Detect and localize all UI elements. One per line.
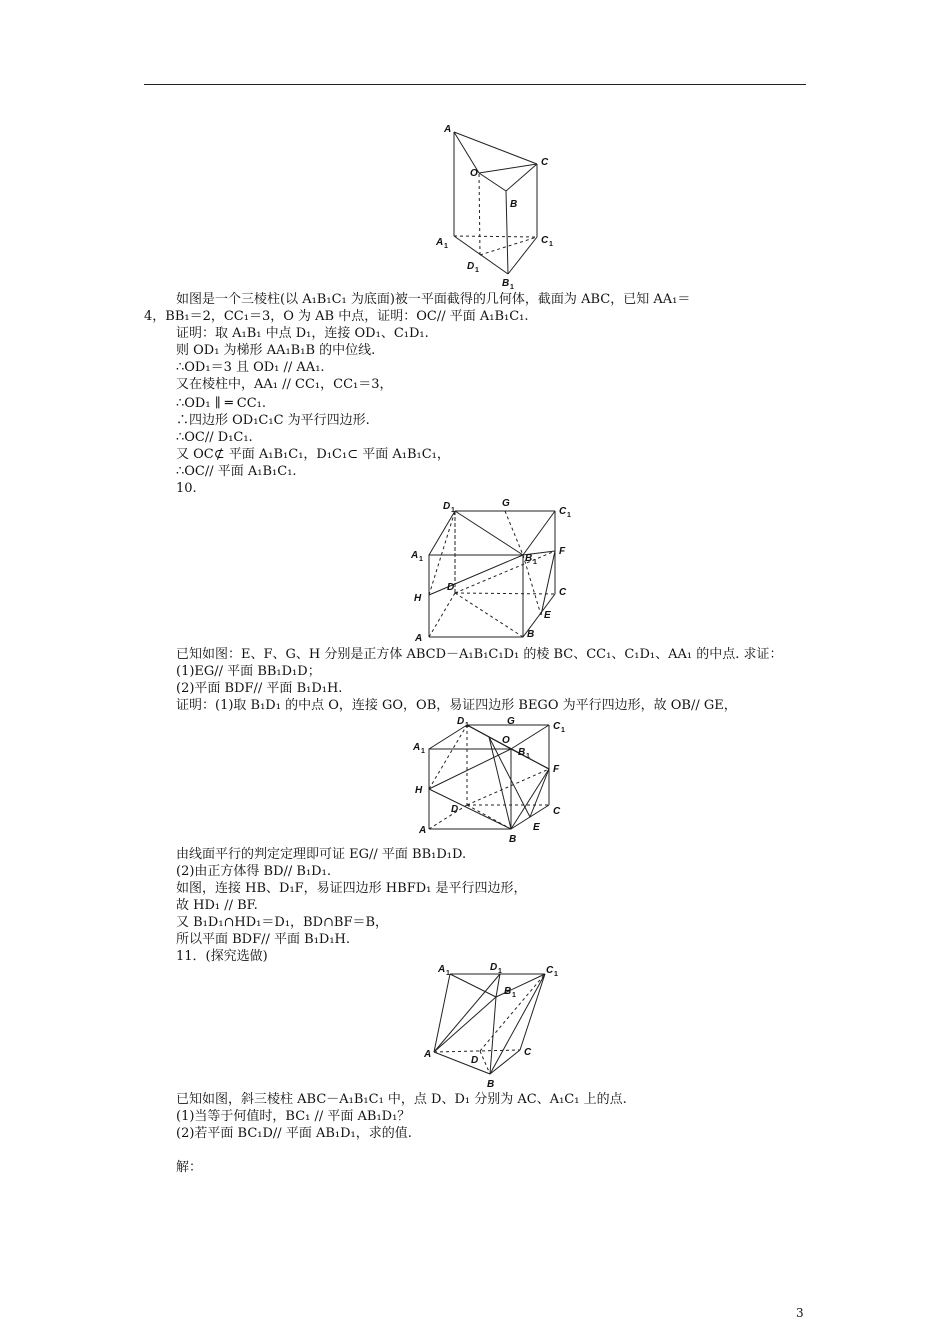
page-number: 3 xyxy=(796,1306,804,1320)
fig9-label-C: C xyxy=(541,157,549,168)
text-line: 10. xyxy=(176,481,197,496)
fig10a-label-H: H xyxy=(414,593,422,604)
fig11-label-C1-sub: 1 xyxy=(554,971,558,978)
fig10b-label-C1-sub: 1 xyxy=(561,727,565,734)
fig9-label-O: O xyxy=(470,168,478,179)
fig10a-label-C1: C xyxy=(559,506,567,517)
fig9-label-C1-sub: 1 xyxy=(549,241,553,248)
fig9-label-A: A xyxy=(444,124,452,135)
fig10b-label-A1: A xyxy=(413,742,421,753)
fig11-label-D: D xyxy=(471,1055,479,1066)
text-line: 则 OD₁ 为梯形 AA₁B₁B 的中位线. xyxy=(176,343,376,358)
fig10a-label-B: B xyxy=(527,629,535,640)
text-line: (2)平面 BDF// 平面 B₁D₁H. xyxy=(176,681,343,696)
fig10a-label-E: E xyxy=(544,610,551,621)
header-rule xyxy=(144,84,806,85)
fig10a-label-A1-sub: 1 xyxy=(419,556,423,563)
text-line: 已知如图：E、F、G、H 分别是正方体 ABCD－A₁B₁C₁D₁ 的棱 BC、CC₁、C₁D₁、AA₁ 的中点. 求证： xyxy=(176,647,783,662)
fig10b-label-A1-sub: 1 xyxy=(421,748,425,755)
fig9-label-D1: D xyxy=(467,261,475,272)
text-line: 如图是一个三棱柱(以 A₁B₁C₁ 为底面)被一平面截得的几何体，截面为 ABC，已知 AA₁＝ xyxy=(176,292,691,307)
fig10b-label-H: H xyxy=(415,785,423,796)
fig10b-label-C1: C xyxy=(553,721,561,732)
fig11-label-B1: B xyxy=(504,986,512,997)
fig9-label-A1-sub: 1 xyxy=(444,243,448,250)
fig10a-label-A1: A xyxy=(411,550,419,561)
fig10b-label-D1-sub: 1 xyxy=(465,722,469,729)
text-line: ∴OC// D₁C₁. xyxy=(176,430,253,445)
fig10a-label-D1: D xyxy=(443,501,451,512)
text-line: ∴OC// 平面 A₁B₁C₁. xyxy=(176,464,297,479)
text-line: 如图，连接 HB、D₁F，易证四边形 HBFD₁ 是平行四边形， xyxy=(176,881,527,896)
fig9-label-D1-sub: 1 xyxy=(475,267,479,274)
text-line: 证明：(1)取 B₁D₁ 的中点 O，连接 GO，OB，易证四边形 BEGO 为平行四边形，故 OB// GE， xyxy=(176,698,737,713)
figure-cube-1 xyxy=(405,494,585,644)
text-line: 所以平面 BDF// 平面 B₁D₁H. xyxy=(176,932,351,947)
figure-truncated-prism xyxy=(430,118,560,290)
text-line: (1)EG// 平面 BB₁D₁D； xyxy=(176,664,321,679)
fig11-label-A1-sub: 1 xyxy=(446,970,450,977)
fig10b-label-E: E xyxy=(533,822,540,833)
fig10b-label-B1: B xyxy=(518,747,526,758)
text-line: 证明：取 A₁B₁ 中点 D₁，连接 OD₁、C₁D₁. xyxy=(176,326,429,341)
fig10b-label-B1-sub: 1 xyxy=(526,753,530,760)
figure-oblique-prism xyxy=(420,960,570,1090)
fig10b-label-G: G xyxy=(507,716,515,727)
fig11-label-C: C xyxy=(524,1047,532,1058)
fig10a-label-A: A xyxy=(415,633,423,644)
fig9-label-C1: C xyxy=(541,235,549,246)
fig10b-label-D: D xyxy=(451,804,459,815)
fig11-label-A: A xyxy=(424,1049,432,1060)
fig11-label-A1: A xyxy=(438,964,446,975)
text-line: ∴OD₁ ∥ ═ CC₁. xyxy=(176,396,267,411)
fig9-label-B1: B xyxy=(502,278,510,289)
fig9-label-A1: A xyxy=(436,237,444,248)
fig11-label-D1: D xyxy=(490,962,498,973)
fig10b-label-F: F xyxy=(553,764,560,775)
fig11-label-B1-sub: 1 xyxy=(512,992,516,999)
fig10a-label-B1: B xyxy=(525,553,533,564)
text-line: 已知如图，斜三棱柱 ABC－A₁B₁C₁ 中，点 D、D₁ 分别为 AC、A₁C₁ 上的点. xyxy=(176,1092,627,1107)
fig11-label-D1-sub: 1 xyxy=(498,968,502,975)
fig9-label-B: B xyxy=(510,199,518,210)
fig10b-label-B: B xyxy=(509,834,517,845)
text-line: 故 HD₁ // BF. xyxy=(176,898,258,913)
fig10a-label-C1-sub: 1 xyxy=(567,512,571,519)
text-line: (2)由正方体得 BD// B₁D₁. xyxy=(176,864,331,879)
figure-cube-2 xyxy=(405,713,585,845)
fig10a-label-B1-sub: 1 xyxy=(533,559,537,566)
fig10b-label-C: C xyxy=(553,806,561,817)
text-line: 4，BB₁＝2，CC₁＝3，O 为 AB 中点，证明：OC// 平面 A₁B₁C₁. xyxy=(144,309,529,324)
fig10b-label-D1: D xyxy=(457,716,465,727)
fig10a-label-C: C xyxy=(559,587,567,598)
fig11-label-B: B xyxy=(487,1079,495,1090)
fig10b-label-A: A xyxy=(419,825,427,836)
text-line: 又 B₁D₁∩HD₁＝D₁，BD∩BF＝B， xyxy=(176,915,389,930)
text-line: 由线面平行的判定定理即可证 EG// 平面 BB₁D₁D. xyxy=(176,847,467,862)
fig10a-label-D1-sub: 1 xyxy=(451,507,455,514)
fig9-label-B1-sub: 1 xyxy=(510,284,514,290)
text-line: ∴OD₁＝3 且 OD₁ // AA₁. xyxy=(176,360,325,375)
fig10b-label-O: O xyxy=(502,735,510,746)
text-line: 11．(探究选做) xyxy=(176,949,268,964)
fig10a-label-G: G xyxy=(502,498,510,509)
text-line: ∴四边形 OD₁C₁C 为平行四边形. xyxy=(176,413,370,428)
fig11-label-C1: C xyxy=(546,965,554,976)
text-line: (1)当等于何值时，BC₁ // 平面 AB₁D₁？ xyxy=(176,1109,411,1124)
text-line: 解： xyxy=(176,1160,203,1175)
text-line: (2)若平面 BC₁D// 平面 AB₁D₁，求的值. xyxy=(176,1126,412,1141)
fig10a-label-D: D xyxy=(447,582,455,593)
fig10a-label-F: F xyxy=(559,546,566,557)
text-line: 又在棱柱中，AA₁ // CC₁，CC₁＝3， xyxy=(176,377,393,392)
text-line: 又 OC⊄ 平面 A₁B₁C₁，D₁C₁⊂ 平面 A₁B₁C₁， xyxy=(176,447,450,462)
